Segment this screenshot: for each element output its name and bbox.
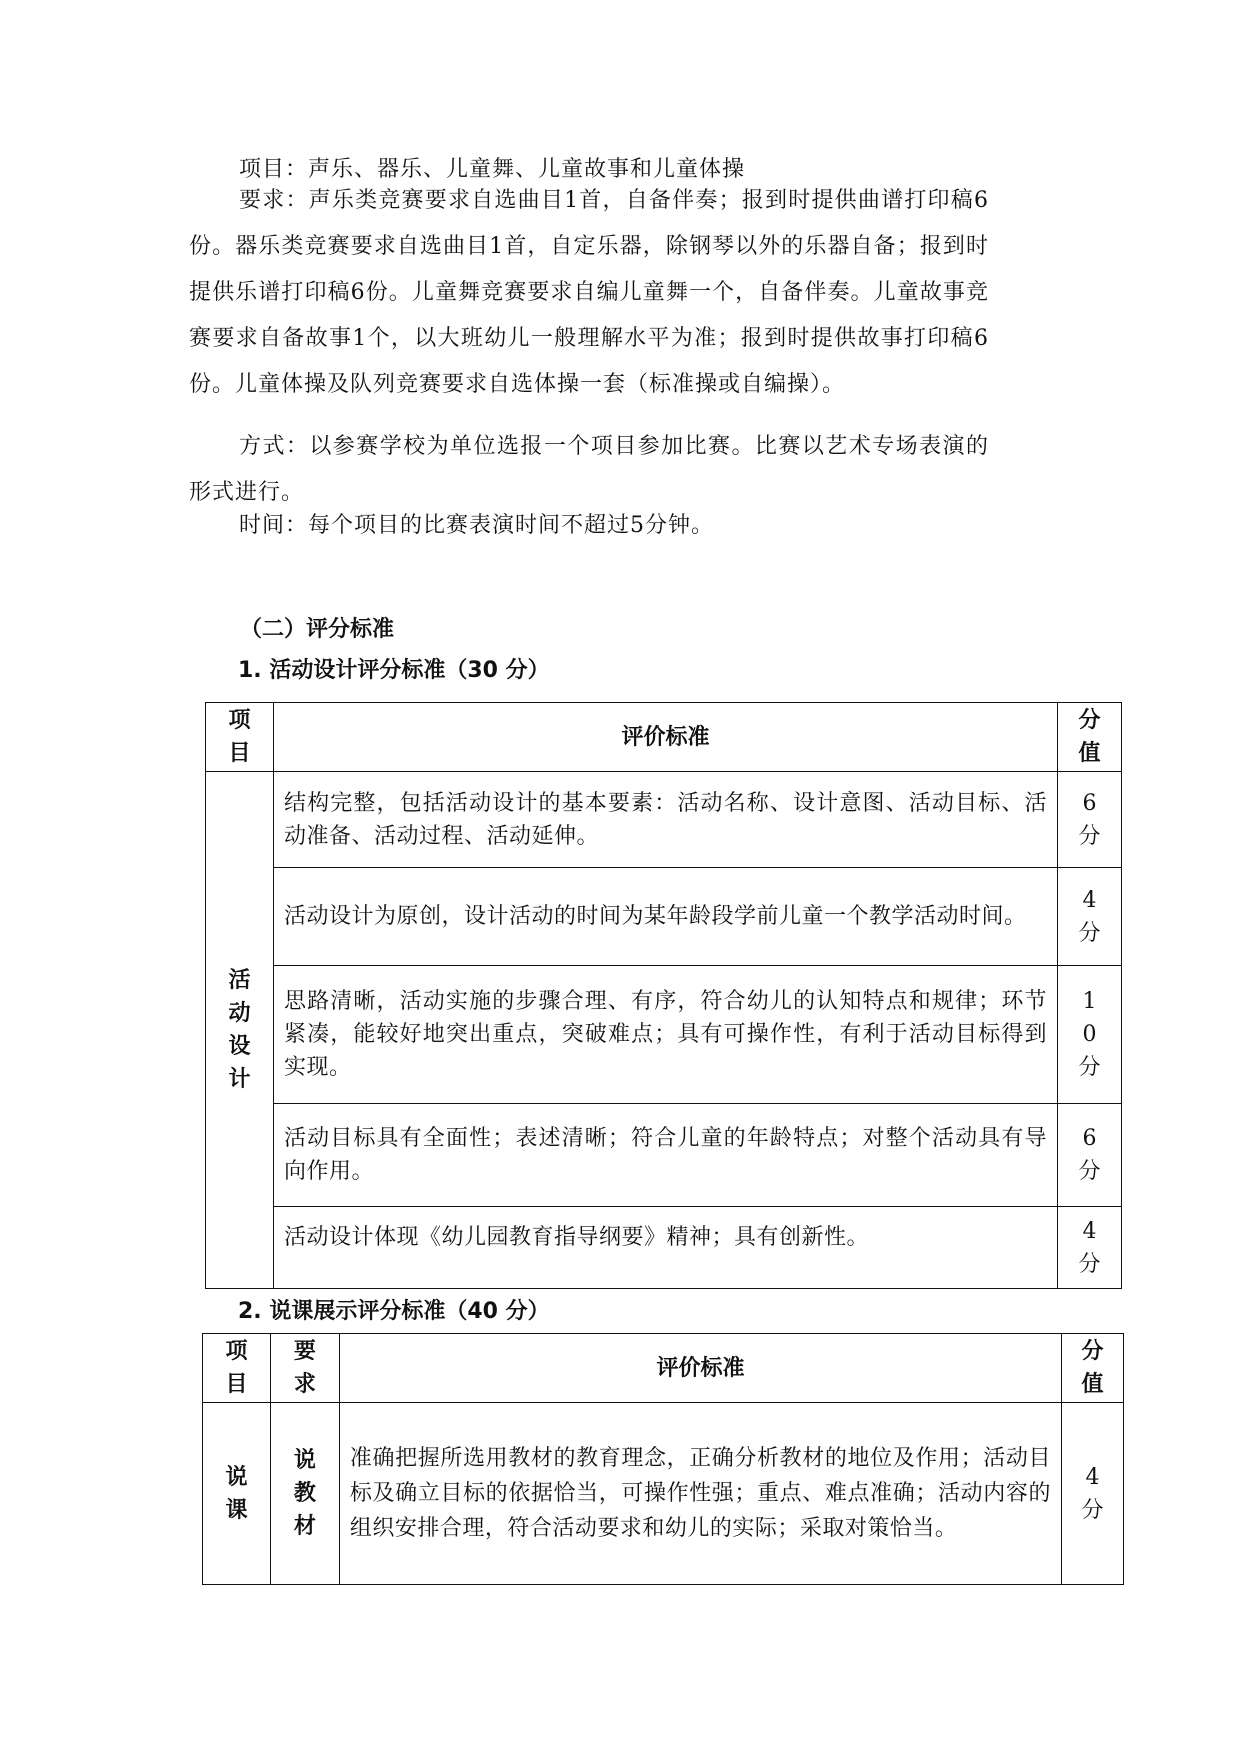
method-text: 方式：以参赛学校为单位选报一个项目参加比赛。比赛以艺术专场表演的形式进行。 (189, 434, 989, 505)
criteria-cell: 活动目标具有全面性；表述清晰；符合儿童的年龄特点；对整个活动具有导向作用。 (273, 1104, 1057, 1207)
table-row (206, 966, 1122, 1104)
paragraph-requirements (189, 178, 989, 408)
score-cell: 4分 (1058, 868, 1122, 966)
score-cell: 6分 (1058, 772, 1122, 868)
table-row (203, 1403, 1124, 1585)
paragraph-time (189, 503, 989, 549)
table2-header-criteria: 评价标准 (339, 1334, 1061, 1403)
table2-title: 2. 说课展示评分标准（40 分） (238, 1299, 550, 1324)
criteria-cell: 活动设计为原创，设计活动的时间为某年龄段学前儿童一个教学活动时间。 (273, 868, 1057, 966)
table1-header-criteria: 评价标准 (273, 703, 1057, 772)
criteria-cell: 结构完整，包括活动设计的基本要素：活动名称、设计意图、活动目标、活动准备、活动过程、活动延伸。 (273, 772, 1057, 868)
table1-header-score: 分值 (1058, 703, 1122, 772)
time-text: 时间：每个项目的比赛表演时间不超过5分钟。 (239, 513, 714, 538)
table1-item-cell: 活动设计 (206, 772, 274, 1289)
section-heading: （二）评分标准 (240, 617, 395, 642)
items-text: 项目：声乐、器乐、儿童舞、儿童故事和儿童体操 (239, 157, 746, 182)
score-cell: 6分 (1058, 1104, 1122, 1207)
table1-header-item: 项目 (206, 703, 274, 772)
table-row (206, 1207, 1122, 1289)
table-row (206, 868, 1122, 966)
table2-requirement-cell: 说教材 (270, 1403, 339, 1585)
score-cell: 4分 (1062, 1403, 1124, 1585)
criteria-cell: 活动设计体现《幼儿园教育指导纲要》精神；具有创新性。 (273, 1207, 1057, 1289)
table2-header-item: 项目 (203, 1334, 271, 1403)
criteria-cell: 思路清晰，活动实施的步骤合理、有序，符合幼儿的认知特点和规律；环节紧凑，能较好地突出重点，突破难点；具有可操作性，有利于活动目标得到实现。 (273, 966, 1057, 1104)
lecture-presentation-table (202, 1333, 1124, 1585)
table2-header-score: 分值 (1062, 1334, 1124, 1403)
table-row (206, 772, 1122, 868)
criteria-cell: 准确把握所选用教材的教育理念，正确分析教材的地位及作用；活动目标及确立目标的依据恰当，可操作性强；重点、难点准确；活动内容的组织安排合理，符合活动要求和幼儿的实际；采取对策恰当。 (339, 1403, 1061, 1585)
table1-header-row (206, 703, 1122, 772)
table-row (206, 1104, 1122, 1207)
table2-item-cell: 说课 (203, 1403, 271, 1585)
table2-header-requirement: 要求 (270, 1334, 339, 1403)
requirements-text: 要求：声乐类竞赛要求自选曲目1首，自备伴奏；报到时提供曲谱打印稿6份。器乐类竞赛要求自选曲目1首，自定乐器，除钢琴以外的乐器自备；报到时提供乐谱打印稿6份。儿童舞竞赛要求自编儿童舞一个，自备伴奏。儿童故事竞赛要求自备故事1个，以大班幼儿一般理解水平为准；报到时提供故事打印稿6份。儿童体操及队列竞赛要求自选体操一套（标准操或自编操）。 (189, 188, 989, 397)
table1-title: 1. 活动设计评分标准（30 分） (238, 658, 550, 683)
score-cell: 10分 (1058, 966, 1122, 1104)
score-cell: 4分 (1058, 1207, 1122, 1289)
activity-design-table (205, 702, 1122, 1289)
table2-header-row (203, 1334, 1124, 1403)
